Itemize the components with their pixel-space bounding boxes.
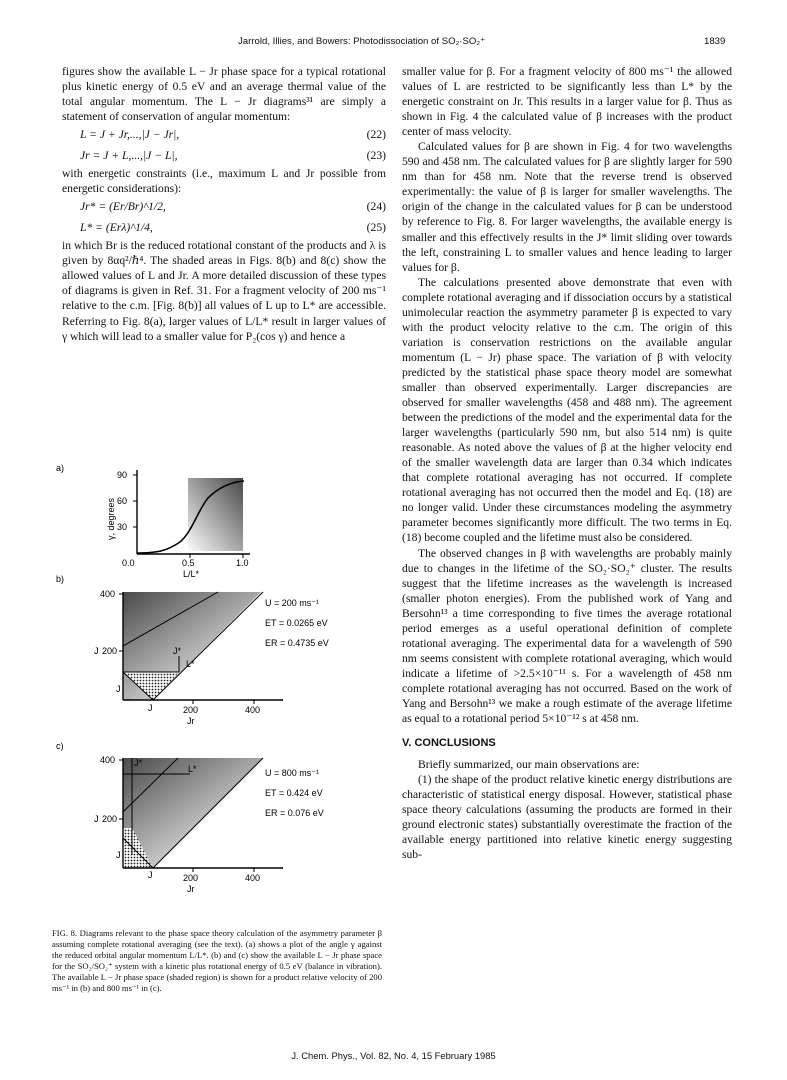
panel-c-u-text: U = 800 ms⁻¹	[265, 768, 320, 778]
panel-b-er-text: ER = 0.4735 eV	[265, 638, 329, 648]
panel-a-xlabel: L/L*	[183, 569, 200, 579]
equation-24-number: (24)	[366, 200, 386, 214]
right-paragraph-3: The calculations presented above demonstrate that even with complete rotational averaging and if dissociation occurs by a statistical unimolecular reaction the asymmetry parameter β is expected to vary with the product velocity relative to the c.m. The origin of this variation is conservation restrictions on the available angular momentum (L − Jr) phase space. The variation of β with velocity predicted by the statistical phase space theory model are somewhat smaller than observed experimentally. Larger discrepancies are observed for smaller wavelengths (458 and 488 nm). The agreement between the predictions of the model and the experimental data for the larger wavelengths (particularly 590 nm, but also 514 nm) is quite reasonable. As noted above the values of β at the higher velocity end of the smaller wavelength data are larger than 0.34 which indicates that complete rotational averaging has not occurred. If complete rotational averaging has not occurred then the model and Eq. (18) are no longer valid. Under these circumstances modeling the asymmetry parameter becomes significantly more difficult. The two terms in Eq. (18) become coupled and the lifetime must also be considered.	[402, 275, 732, 545]
panel-b-ytick-label-200: 200	[102, 646, 118, 656]
equation-22-text: L = J + Jr,...,|J − Jr|,	[80, 128, 180, 142]
journal-footer: J. Chem. Phys., Vol. 82, No. 4, 15 February 1985	[291, 1050, 496, 1061]
panel-a-xtick-label-10: 1.0	[236, 558, 249, 568]
panel-c-xtick-label-200: 200	[183, 873, 199, 883]
equation-25	[62, 217, 386, 238]
running-title: Jarrold, Illies, and Bowers: Photodissociation of SO₂·SO₂⁺	[238, 36, 486, 47]
equation-25-number: (25)	[366, 221, 386, 235]
panel-a-ytick-label-30: 30	[117, 522, 128, 532]
equation-23-text: Jr = J + L,...,|J − L|,	[80, 149, 178, 163]
panel-c-ylabel: J	[94, 814, 99, 824]
figure-caption: FIG. 8. Diagrams relevant to the phase space theory calculation of the asymmetry parameter β assuming complete rotational averaging (see the text). (a) shows a plot of the angle γ against the reduced orbital angular momentum L/L*. (b) and (c) show the available L − Jr phase space for the SO₂/SO₂⁺ system with a kinetic plus rotational energy of 0.5 eV (balance in vibration). The available L − Jr phase space (shaded region) is shown for a product relative velocity of 200 ms⁻¹ in (b) and 800 ms⁻¹ in (c).	[52, 928, 382, 993]
equation-23-number: (23)	[366, 149, 386, 163]
panel-b-et-text: ET = 0.0265 eV	[265, 618, 328, 628]
figure-8	[40, 460, 390, 922]
equation-24	[62, 196, 386, 217]
panel-c-et-text: ET = 0.424 eV	[265, 788, 323, 798]
right-paragraph-4: The observed changes in β with wavelengths are probably mainly due to changes in the lifetime of the SO₂·SO₂⁺ cluster. The results suggest that the lifetime increases as the wavelength is increased (smaller photon energies). From the published work of Yang and Bersohn¹³ a time corresponding to five times the average rotational period emerges as a useful operational definition of complete rotational averaging. The experimental data for a wavelength of 590 nm seems consistent with complete rotational averaging, which would indicate a lifetime of >2.5×10⁻¹¹ s. For a wavelength of 458 nm complete rotational averaging has not occurred. Based on the work of Yang and Bersohn¹³ we make a rough estimate of the average lifetime as equal to a rotational period 5×10⁻¹² s at 458 nm.	[402, 546, 732, 726]
panel-b	[56, 570, 329, 726]
panel-a-xtick-label-0: 0.0	[122, 558, 135, 568]
panel-c-xtick-label-400: 400	[245, 873, 261, 883]
panel-c-ytick-label-400: 400	[100, 755, 116, 765]
panel-b-label: b)	[56, 574, 65, 584]
panel-b-xtick-label-400: 400	[245, 705, 261, 715]
panel-c-jx-label: J	[148, 870, 153, 880]
panel-b-ylabel: J	[94, 646, 99, 656]
panel-b-xtick-label-200: 200	[183, 705, 199, 715]
right-column	[402, 64, 732, 862]
equation-22-number: (22)	[366, 128, 386, 142]
panel-c-label: c)	[56, 741, 64, 751]
panel-c	[56, 738, 324, 894]
panel-a-ytick-label-90: 90	[117, 470, 128, 480]
panel-b-jstar-label: J*	[173, 646, 182, 656]
panel-c-j-label: J	[116, 850, 121, 860]
panel-a-label: a)	[56, 463, 65, 473]
right-paragraph-1: smaller value for β. For a fragment velocity of 800 ms⁻¹ the allowed values of L are restricted to be significantly less than L* by the energetic constraint on Jr. This results in a larger value for β. Thus as shown in Fig. 4 the calculated value of β increases with the product center of mass velocity.	[402, 65, 732, 139]
panel-a	[56, 463, 278, 594]
panel-b-xlabel: Jr	[187, 716, 195, 726]
panel-a-ylabel: γ, degrees	[106, 497, 116, 540]
panel-c-lstar-label: L*	[188, 764, 197, 774]
left-paragraph-2: with energetic constraints (i.e., maximum L and Jr possible from energetic considerations):	[62, 167, 386, 196]
panel-b-u-text: U = 200 ms⁻¹	[265, 598, 320, 608]
panel-a-xtick-label-05: 0.5	[182, 558, 195, 568]
panel-b-ytick-label-400: 400	[100, 589, 116, 599]
panel-c-jstar-label: J*	[134, 758, 143, 768]
equation-22	[62, 124, 386, 145]
left-paragraph-3: in which Br is the reduced rotational constant of the products and λ is given by 8αq²/ℏ⁴. The shaded areas in Figs. 8(b) and 8(c) show the allowed values of L and Jr. A more detailed discussion of these types of diagrams is given in Ref. 31. For a fragment velocity of 200 ms⁻¹ relative to the c.m. [Fig. 8(b)] all values of L up to L* are accessible. Referring to Fig. 8(a), larger values of L/L* result in larger values of γ which will lead to a smaller value for P₂(cos γ) and hence a	[62, 239, 386, 343]
left-column	[62, 64, 386, 344]
right-paragraph-2: Calculated values for β are shown in Fig. 4 for two wavelengths 590 and 458 nm. The calculated values for β are slightly larger for 590 nm than for 458 nm. Note that the reverse trend is observed experimentally: the value of β is larger for smaller wavelengths. The origin of the change in the calculated values for β can be understood by reference to Fig. 8. For larger wavelengths, the available energy is smaller and this effectively results in the J* limit sliding over towards the left, constraining L to smaller values and hence leading to larger values for β.	[402, 140, 732, 274]
panel-c-er-text: ER = 0.076 eV	[265, 808, 324, 818]
panel-c-ytick-label-200: 200	[102, 814, 118, 824]
panel-c-xlabel: Jr	[187, 884, 195, 894]
panel-b-jx-label: J	[148, 703, 153, 713]
equation-23	[62, 145, 386, 166]
right-paragraph-6: (1) the shape of the product relative kinetic energy distributions are characteristic of statistical energy disposal. However, statistical phase space theory calculations (assuming the products are formed in their ground electronic states) substantially overestimate the fraction of the available energy partitioned into relative kinetic energy suggesting sub-	[402, 773, 732, 862]
left-paragraph-1: figures show the available L − Jr phase space for a typical rotational plus kinetic energy of 0.5 eV and an average thermal value of the total angular momentum. The L − Jr diagrams³¹ are simply a statement of conservation of angular momentum:	[62, 65, 386, 124]
panel-b-j-label: J	[116, 684, 121, 694]
section-heading: V. CONCLUSIONS	[402, 737, 496, 750]
panel-a-ytick-label-60: 60	[117, 496, 128, 506]
equation-24-text: Jr* = (Er/Br)^1/2,	[80, 200, 166, 214]
panel-b-lstar-label: L*	[186, 659, 195, 669]
panel-a-mask-bottom	[128, 554, 278, 594]
page-number: 1839	[704, 36, 726, 47]
equation-25-text: L* = (Erλ)^1/4,	[80, 221, 153, 235]
right-paragraph-5: Briefly summarized, our main observations are:	[418, 758, 640, 772]
